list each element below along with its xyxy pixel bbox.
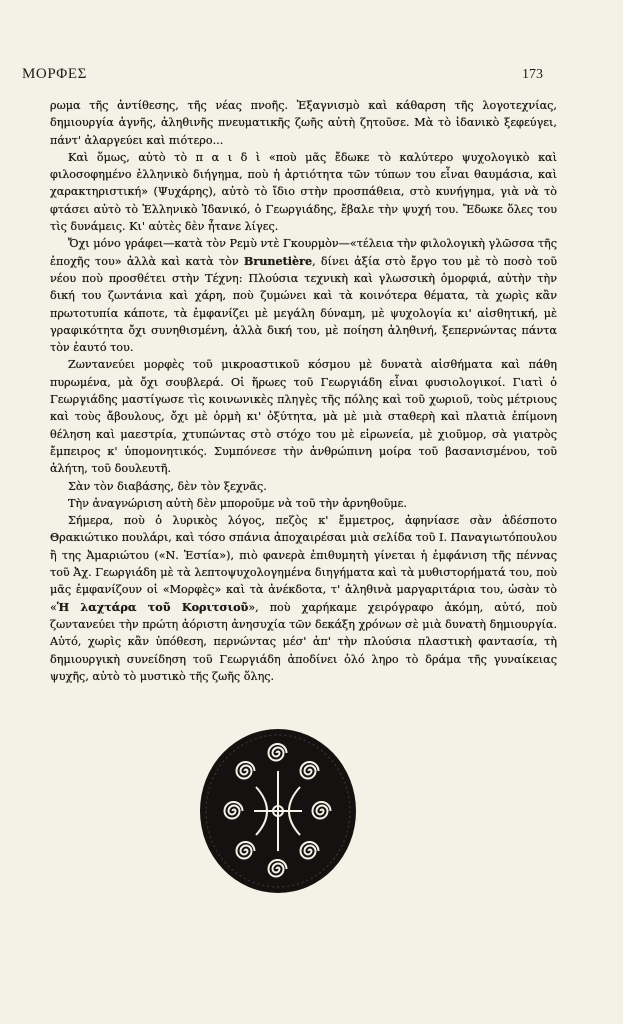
- running-head: ΜΟΡΦΕΣ: [22, 66, 87, 82]
- paragraph-7: [50, 512, 557, 685]
- paragraph-7-end: », ποὺ χαρήκαμε χειρόγραφο ἀκόμη, αὐτό, ποὺ ζωντανεύει τὴν πρώτη ἀόριστη ἀνησυχία τῶν δεκάξη χρόνων σὲ μιὰ δυνατὴ δημιουργία. Αὐτό, χωρὶς κἂν ὑπόθεση, περνώντας μέσ' ἀπ' τὴν πλούσια πλαστικὴ φαντασία, τὴ δημιουργικὴ συνείδηση τοῦ Γεωργιάδη ἀποδίνει ὁλό ληρο τὸ δράμα τῆς γυναίκειας ψυχῆς, αὐτὸ τὸ μυστικὸ τῆς ζωῆς ὅλης.: [50, 600, 557, 683]
- paragraph-3-end: , δίνει ἀξία στὸ ἔργο του μὲ τὸ ποσὸ τοῦ νέου ποὺ προσθέτει στὴν Τέχνη: Πλούσια τεχνικὴ καὶ γλωσσικὴ ὁμορφιά, αὐτὴν τὴν δική του ζωντάνια καὶ χάρη, ποὺ ζυμώνει καὶ τὰ κοινότερα θέματα, τὰ χωρὶς κἂν πρωτοτυπία κάποτε, τὰ ἐμφανίζει μὲ μεγάλη δύναμη, μὲ ψυχολογία κι' αἰσθητική, μὲ γραφικότητα ὄχι συνηθισμένη, ἀλλὰ δική του, μὲ ποίηση ἀληθινή, ξεπερνώντας πάντα τὸν ἑαυτό του.: [50, 254, 557, 355]
- spiral-seal-ornament-icon: [198, 727, 358, 895]
- paragraph-1: ρωμα τῆς ἀντίθεσης, τῆς νέας πνοῆς. Ἐξαγνισμὸ καὶ κάθαρση τῆς λογοτεχνίας, δημιουργία ἁγνῆς, ἀληθινῆς πνευματικῆς ζωῆς αὐτὴ ζητοῦσε. Μὰ τὸ ἰδανικὸ ξεφεύγει, πάντ' ἀλαργεύει καὶ πιότερο...: [50, 99, 557, 147]
- paragraph-2: Καὶ ὅμως, αὐτὸ τὸ π α ι δ ὶ «ποὺ μᾶς ἔδωκε τὸ καλύτερο ψυχολογικὸ καὶ φιλοσοφημένο ἑλληνικὸ διήγημα, ποὺ ἡ ἀρτιότητα τῶν τύπων του εἶναι θαυμάσια, καὶ χαρακτηριστική» (Ψυχάρης), αὐτὸ τὸ ἴδιο στὴν προσπάθεια, στὸ κυνήγημα, γιὰ νὰ τὸ φτάσει αὐτὸ τὸ Ἑλληνικὸ Ἰδανικό, ὁ Γεωργιάδης, ἔβαλε τὴν ψυχή του. Ἔδωκε ὅλες του τὶς δυνάμεις. Κι' αὐτὲς δὲν ἦτανε λίγες.: [50, 150, 557, 234]
- paragraph-4: Ζωντανεύει μορφὲς τοῦ μικροαστικοῦ κόσμου μὲ δυνατὰ αἰσθήματα καὶ πάθη πυρωμένα, μὰ ὄχι σουβλερά. Οἱ ἥρωες τοῦ Γεωργιάδη εἶναι φυσιολογικοί. Γιατὶ ὁ Γεωργιάδης μαστίγωσε τὶς κοινωνικὲς πληγὲς τῆς πόλης καὶ τοῦ χωριοῦ, τοὺς μέτριους καὶ τοὺς ἄβουλους, ὄχι μὲ ὁρμὴ κι' ὀξύτητα, μὰ μὲ μιὰ σταθερὴ καὶ πλατιὰ ἐπίμονη θέληση καὶ μαεστρία, χτυπώντας στὸ στόχο του μὲ εἰρωνεία, μὲ χιοῦμορ, σὰ γιατρὸς ἔμπειρος κ' ὑπομονητικός. Συμπόνεσε τὴν ἀνθρώπινη μοίρα τοῦ βασανισμένου, τοῦ ἀλήτη, τοῦ δουλευτῆ.: [50, 358, 557, 476]
- page-number: 173: [522, 67, 543, 82]
- paragraph-3-start: Ὄχι μόνο γράφει—κατὰ τὸν Ρεμὺ ντὲ Γκουρμὸν—«τέλεια τὴν φιλολογικὴ γλῶσσα τῆς ἐποχῆς του» ἀλλὰ καὶ κατὰ τὸν: [50, 237, 557, 268]
- author-name-brunetiere: Brunetière: [243, 253, 313, 268]
- paragraph-7-start: Σήμερα, ποὺ ὁ λυρικὸς λόγος, πεζὸς κ' ἔμμετρος, ἀφηνίασε σὰν ἀδέσποτο Θρακιώτικο πουλάρι, καὶ τόσο σπάνια ἀποχαιρέσαι μιὰ σελίδα τοῦ Ι. Παναγιωτόπουλου ἢ της Ἀμαριώτου («Ν. Ἑστία»), πιὸ φανερὰ ἐπιθυμητὴ γίνεται ἡ ἐμφάνιση τῆς πέννας τοῦ Ἀχ. Γεωργιάδη μὲ τὰ λεπτοψυχολογημένα διηγήματα καὶ τὰ μυθιστορήματά του, ποὺ μᾶς ἐμφανίζουν οἱ «Μορφὲς» καὶ τὰ ἀνέκδοτα, τ' ἀληθινὰ μαργαριτάρια του, ὡσὰν τὸ «: [50, 514, 557, 614]
- paragraph-3: [50, 235, 557, 356]
- story-title: Ἡ λαχτάρα τοῦ Κοριτσιοῦ: [56, 599, 249, 614]
- page-header: [22, 66, 543, 83]
- paragraph-5: Σὰν τὸν διαβάσης, δὲν τὸν ξεχνᾶς.: [68, 479, 267, 493]
- paragraph-6: Τὴν ἀναγνώριση αὐτὴ δὲν μποροῦμε νὰ τοῦ τὴν ἀρνηθοῦμε.: [68, 496, 407, 510]
- article-body: [50, 97, 557, 685]
